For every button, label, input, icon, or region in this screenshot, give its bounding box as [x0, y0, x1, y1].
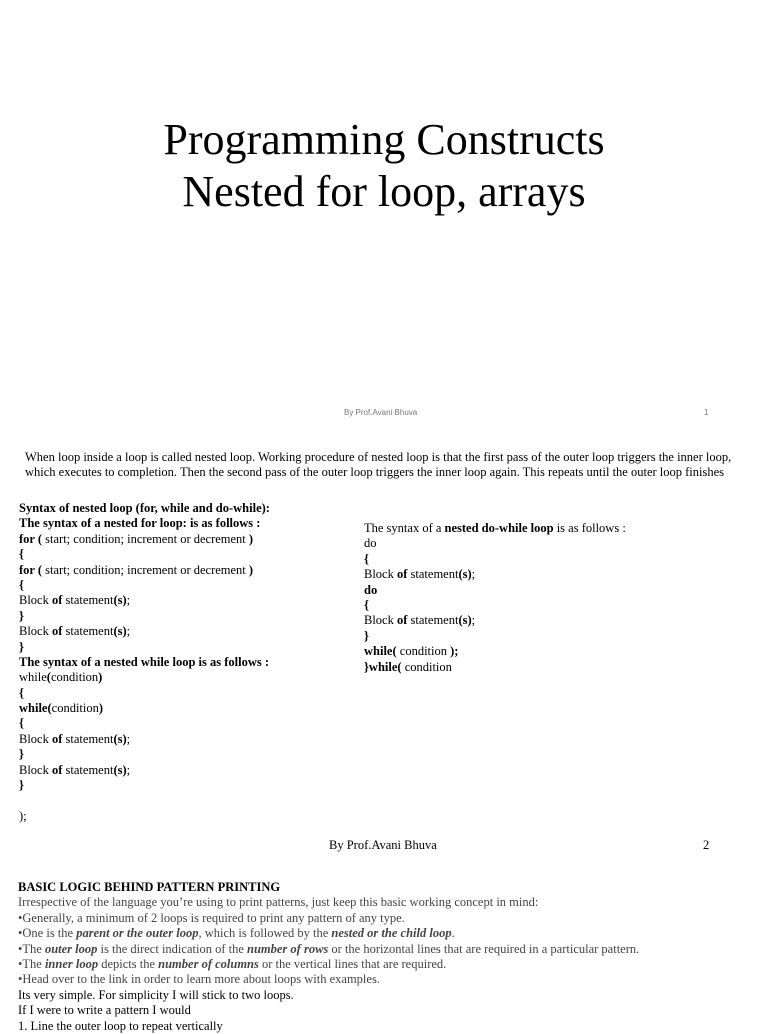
paragraph-line: 1. Line the outer loop to repeat vertically — [18, 1018, 223, 1033]
code-line: } — [364, 628, 369, 643]
code-line: for ( start; condition; increment or decrement ) — [19, 531, 254, 546]
code-line: } — [19, 747, 24, 762]
slide2-page-number: 2 — [703, 838, 710, 852]
bullet: • — [18, 941, 23, 956]
code-line: } — [19, 608, 24, 623]
for-syntax-heading: The syntax of a nested for loop: is as follows : — [19, 516, 261, 531]
list-item: •One is the parent or the outer loop, which is followed by the nested or the child loop. — [18, 926, 455, 941]
paragraph-line: If I were to write a pattern I would — [18, 1003, 191, 1018]
code-line: Block of statement(s); — [19, 762, 131, 777]
slide1-page-number: 1 — [704, 408, 709, 417]
code-line: while(condition) — [19, 670, 103, 685]
code-line: } — [19, 639, 24, 654]
slide1-footer-author: By Prof.Avani Bhuva — [344, 408, 418, 417]
bullet: • — [18, 972, 23, 987]
code-line: { — [19, 547, 24, 562]
nested-loop-syntax-left — [19, 501, 270, 824]
code-line: while( condition ); — [364, 644, 459, 659]
bullet: • — [18, 957, 23, 972]
slide2-footer-author: By Prof.Avani Bhuva — [329, 838, 437, 852]
code-line: for ( start; condition; increment or decrement ) — [19, 562, 254, 577]
list-item: •The inner loop depicts the number of columns or the vertical lines that are required. — [18, 957, 447, 972]
code-line: ); — [19, 808, 27, 823]
code-line: { — [364, 551, 369, 566]
list-item: •Head over to the link in order to learn more about loops with examples. — [18, 972, 380, 987]
syntax-heading: Syntax of nested loop (for, while and do-while): — [19, 501, 270, 515]
pattern-printing-section — [18, 880, 758, 1034]
bullet: • — [18, 910, 23, 925]
code-line: Block of statement(s); — [19, 593, 131, 608]
nested-loop-definition: When loop inside a loop is called nested loop. Working procedure of nested loop is that the first pass of the outer loop triggers the inner loop, which executes to completion. Then the second pass of the outer loop triggers the inner loop again. This repeats until the outer loop finishes — [25, 450, 732, 479]
slide-title-line-2: Nested for loop, arrays — [182, 167, 586, 216]
code-line: Block of statement(s); — [19, 731, 131, 746]
list-item: •The outer loop is the direct indication of the number of rows or the horizontal lines that are required in a particular pattern. — [18, 941, 640, 956]
slide-title-line-1: Programming Constructs — [163, 115, 605, 164]
bullet: • — [18, 926, 23, 941]
code-line: do — [364, 536, 377, 551]
paragraph-line: Irrespective of the language you’re using to print patterns, just keep this basic working concept in mind: — [18, 895, 539, 910]
code-line: Block of statement(s); — [19, 624, 131, 639]
while-syntax-heading: The syntax of a nested while loop is as follows : — [19, 654, 270, 669]
code-line: do — [364, 582, 378, 597]
code-line: } — [19, 778, 24, 793]
code-line: { — [364, 597, 369, 612]
paragraph-line: Its very simple. For simplicity I will stick to two loops. — [18, 987, 294, 1002]
code-line: { — [19, 685, 24, 700]
code-line: { — [19, 577, 24, 592]
code-line: Block of statement(s); — [364, 567, 476, 582]
nested-do-while-syntax — [364, 521, 626, 675]
code-line: { — [19, 716, 24, 731]
code-line: while(condition) — [19, 701, 104, 716]
section-heading: BASIC LOGIC BEHIND PATTERN PRINTING — [18, 880, 281, 894]
do-while-heading: The syntax of a nested do-while loop is as follows : — [364, 521, 626, 535]
code-line: Block of statement(s); — [364, 613, 476, 628]
list-item: •Generally, a minimum of 2 loops is required to print any pattern of any type. — [18, 910, 405, 925]
code-line: }while( condition — [364, 659, 452, 674]
